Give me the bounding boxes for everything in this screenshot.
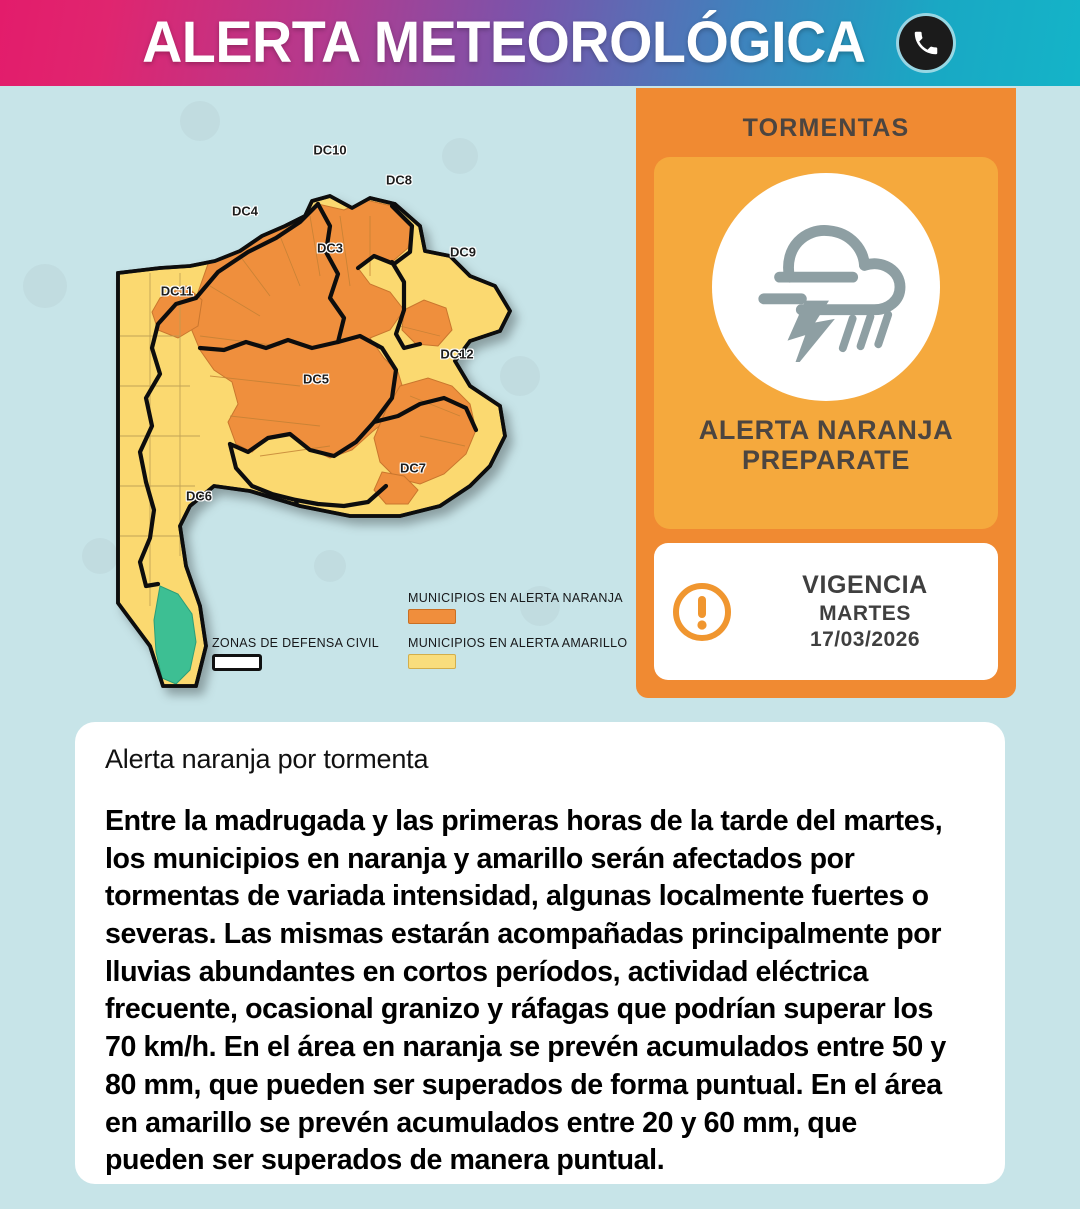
legend-swatch-naranja — [408, 609, 456, 624]
storm-cloud-lightning-rain-icon — [712, 173, 940, 401]
alert-level-card — [654, 157, 998, 529]
legend-item-zonas-defensa-civil — [212, 636, 379, 671]
map-legend — [212, 591, 632, 671]
legend-item-naranja — [408, 591, 623, 624]
page-title: ALERTA METEOROLÓGICA — [142, 10, 866, 75]
legend-label-naranja: MUNICIPIOS EN ALERTA NARANJA — [408, 591, 623, 605]
vigencia-date: 17/03/2026 — [809, 628, 921, 652]
zone-label-dc4: DC4 — [231, 203, 259, 219]
legend-item-amarillo — [408, 636, 627, 669]
zone-label-dc9: DC9 — [449, 244, 477, 260]
zone-label-dc8: DC8 — [385, 172, 413, 188]
page-header — [0, 0, 1080, 86]
zone-label-dc11: DC11 — [160, 283, 194, 299]
zone-label-dc5: DC5 — [302, 371, 330, 387]
vigencia-day: MARTES — [819, 601, 911, 625]
legend-swatch-zonas — [212, 654, 262, 671]
zone-label-dc7: DC7 — [399, 460, 427, 476]
description-heading: Alerta naranja por tormenta — [105, 744, 429, 774]
legend-swatch-amarillo — [408, 654, 456, 669]
alert-level-text — [699, 415, 953, 475]
legend-label-zonas: ZONAS DE DEFENSA CIVIL — [212, 636, 380, 650]
phone-icon[interactable] — [899, 16, 953, 70]
vigencia-label: VIGENCIA — [802, 570, 928, 599]
zone-label-dc6: DC6 — [185, 488, 213, 504]
zone-label-dc10: DC10 — [313, 142, 347, 158]
alert-level-line2: PREPARATE — [742, 445, 910, 476]
zone-label-dc3: DC3 — [316, 240, 344, 256]
alert-panel — [636, 88, 1016, 698]
alert-type-title: TORMENTAS — [742, 114, 910, 142]
description-body: Entre la madrugada y las primeras horas de la tarde del martes, los municipios en naranja y amarillo serán afectados por tormentas de variada intensidad, algunas localmente fuertes o severas. Las mismas estarán acompañadas principalmente por lluvias abundantes en cortos períodos, actividad eléctrica frecuente, ocasional granizo y ráfagas que podrían superar los 70 km/h. En el área en naranja se prevén acumulados entre 50 y 80 mm, que pueden ser superados de forma puntual. En el área en amarillo se prevén acumulados entre 20 y 60 mm, que pueden ser superados de manera puntual. — [105, 805, 946, 1177]
alert-level-line1: ALERTA NARANJA — [698, 415, 954, 445]
exclamation-circle-icon — [670, 580, 734, 644]
legend-label-amarillo: MUNICIPIOS EN ALERTA AMARILLO — [408, 636, 628, 650]
vigencia-box — [654, 543, 998, 680]
description-panel — [75, 722, 1005, 1184]
zone-label-dc12: DC12 — [440, 346, 474, 362]
alert-map — [0, 86, 636, 706]
vigencia-text — [748, 570, 982, 654]
